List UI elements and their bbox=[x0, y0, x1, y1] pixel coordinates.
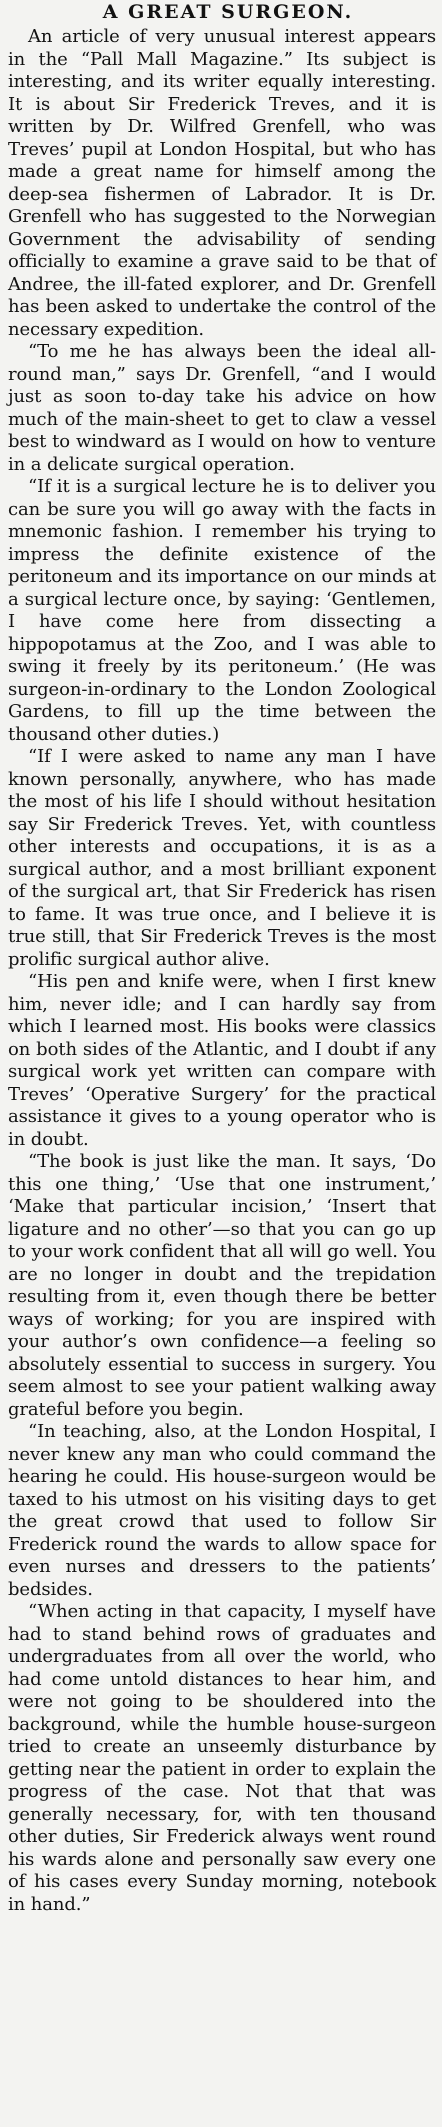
article-paragraph: “His pen and knife were, when I first knew him, never idle; and I can hardly say from which I learned most. His books were classics on both sides of the Atlantic, and I doubt if any surgical work yet written can compare with Treves’ ‘Operative Surgery’ for the practical assistance it gives to a young operator who is in doubt. bbox=[8, 971, 436, 1150]
article-paragraph: “In teaching, also, at the London Hospital, I never knew any man who could command the hearing he could. His house-surgeon would be taxed to his utmost on his visiting days to get the great crowd that used to follow Sir Frederick round the wards to allow space for even nurses and dressers to the patients’ bedsides. bbox=[8, 1421, 436, 1600]
article-headline: A GREAT SURGEON. bbox=[102, 1, 354, 23]
article-paragraph: “If I were asked to name any man I have known personally, anywhere, who has made the most of his life I should without hesitation say Sir Frederick Treves. Yet, with countless other interests and occupations, it is as a surgical author, and a most brilliant exponent of the surgical art, that Sir Frederick has risen to fame. It was true once, and I believe it is true still, that Sir Frederick Treves is the most prolific surgical author alive. bbox=[8, 746, 436, 970]
article-paragraph: An article of very unusual interest appears in the “Pall Mall Magazine.” Its subject is interesting, and its writer equally interesting. It is about Sir Frederick Treves, and it is written by Dr. Wilfred Grenfell, who was Treves’ pupil at London Hospital, but who has made a great name for himself among the deep-sea fishermen of Labrador. It is Dr. Grenfell who has suggested to the Norwegian Government the advisability of sending officially to examine a grave said to be that of Andree, the ill-fated explorer, and Dr. Grenfell has been asked to undertake the control of the necessary expedition. bbox=[8, 26, 436, 340]
article-paragraph: “If it is a surgical lecture he is to deliver you can be sure you will go away with the facts in mnemonic fashion. I remember his trying to impress the definite existence of the peritoneum and its importance on our minds at a surgical lecture once, by saying: ‘Gentlemen, I have come here from dissecting a hippopotamus at the Zoo, and I was able to swing it freely by its peritoneum.’ (He was surgeon-in-ordinary to the London Zoological Gardens, to fill up the time between the thousand other duties.) bbox=[8, 476, 436, 745]
article-paragraph: “To me he has always been the ideal all-round man,” says Dr. Grenfell, “and I would just as soon to-day take his advice on how much of the main-sheet to get to claw a vessel best to windward as I would on how to venture in a delicate surgical operation. bbox=[8, 341, 436, 475]
article-paragraph: “When acting in that capacity, I myself have had to stand behind rows of graduates and undergraduates from all over the world, who had come untold distances to hear him, and were not going to be shouldered into the background, while the humble house-surgeon tried to create an unseemly disturbance by getting near the patient in order to explain the progress of the case. Not that that was generally necessary, for, with ten thousand other duties, Sir Frederick always went round his wards alone and personally saw every one of his cases every Sunday morning, notebook in hand.” bbox=[8, 1601, 436, 1915]
article-paragraph: “The book is just like the man. It says, ‘Do this one thing,’ ‘Use that one instrument,’ ‘Make that particular incision,’ ‘Insert that ligature and no other’—so that you can go up to your work confident that all will go well. You are no longer in doubt and the trepidation resulting from it, even though there be better ways of working; for you are inspired with your author’s own confidence—a feeling so absolutely essential to success in surgery. You seem almost to see your patient walking away grateful before you begin. bbox=[8, 1151, 436, 1420]
